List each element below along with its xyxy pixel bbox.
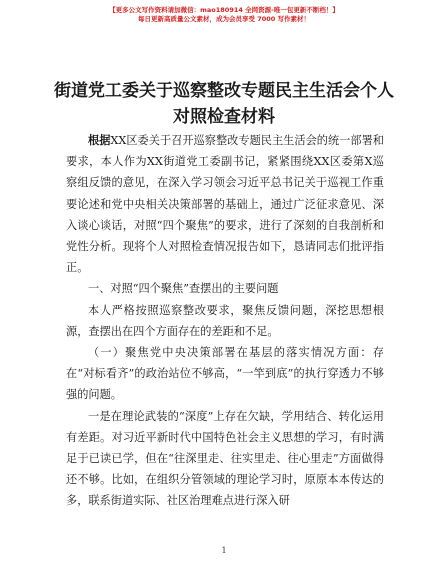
intro-lead-word: 根据 xyxy=(88,133,111,147)
header-banner xyxy=(0,6,448,24)
banner-line-1: 【更多公文写作资料请加微信：mao180914 全网资源-唯一包更新不断档！】 xyxy=(109,6,339,14)
paragraph-intro xyxy=(66,130,384,278)
title-line-2: 对照检查材料 xyxy=(173,107,275,127)
banner-line-2: 每日更新高质量公文素材，成为会员享受 7000 写作素材！ xyxy=(137,15,311,23)
title-line-1: 街道党工委关于巡察整改专题民主生活会个人 xyxy=(54,81,394,101)
document-title xyxy=(40,78,408,130)
paragraph-overview: 本人严格按照巡察整改要求，聚焦反馈问题，深挖思想根源，查摆出在四个方面存在的差距和不足。 xyxy=(66,303,384,338)
paragraph-point-one: 一是在理论武装的“深度”上存在欠缺，学用结合、转化运用有差距。对习近平新时代中国特色社会主义思想的学习，有时满足于已读已学，但在“往深里走、往实里走、往心里走”方面做得还不够。比如，在组织分管领域的理论学习时，原原本本传达的多，联系街道实际、社区治理难点进行深入研 xyxy=(66,409,384,508)
intro-text: XX区委关于召开巡察整改专题民主生活会的统一部署和要求，本人作为XX街道党工委副书记，紧紧围绕XX区委第X巡察组反馈的意见，在深入学习领会习近平总书记关于巡视工作重要论述和党中央相关决策部署的基础上，通过广泛征求意见、深入谈心谈话，对照“四个聚焦”的要求，进行了深刻的自我剖析和党性分析。现将个人对照检查情况报告如下，恳请同志们批评指正。 xyxy=(66,134,384,275)
section-heading: 一、对照“四个聚焦”查摆出的主要问题 xyxy=(88,282,279,296)
page-number: 1 xyxy=(221,546,227,555)
paragraph-subheading: （一）聚焦党中央决策部署在基层的落实情况方面：存在“对标看齐”的政治站位不够高，“一竿到底”的执行穿透力不够强的问题。 xyxy=(66,346,384,402)
document-body xyxy=(66,130,384,512)
